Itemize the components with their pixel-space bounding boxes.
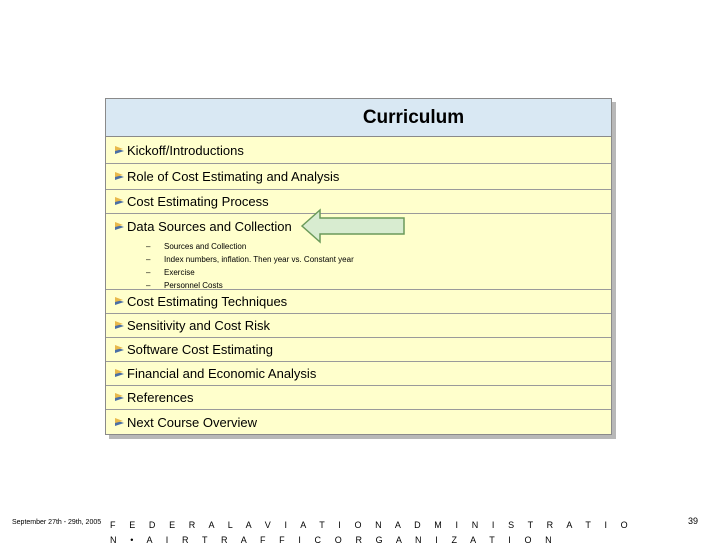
item-label: Cost Estimating Process bbox=[127, 194, 269, 209]
item-label: Financial and Economic Analysis bbox=[127, 366, 317, 381]
item-label: Data Sources and Collection bbox=[127, 219, 292, 234]
curriculum-item bbox=[106, 164, 611, 190]
page-number: 39 bbox=[688, 516, 699, 526]
item-label: Role of Cost Estimating and Analysis bbox=[127, 169, 340, 184]
curriculum-item bbox=[106, 386, 611, 410]
bullet-icon bbox=[114, 344, 125, 355]
item-label: Next Course Overview bbox=[127, 414, 258, 430]
item-label: Software Cost Estimating bbox=[127, 342, 273, 357]
curriculum-item bbox=[106, 290, 611, 314]
bullet-icon bbox=[114, 417, 125, 428]
curriculum-item bbox=[106, 410, 611, 434]
curriculum-item bbox=[106, 314, 611, 338]
bullet-icon bbox=[114, 368, 125, 379]
bullet-icon bbox=[114, 221, 125, 232]
bullet-icon bbox=[114, 296, 125, 307]
sub-item: – Index numbers, inflation. Then year vs. Constant year bbox=[146, 255, 354, 264]
curriculum-title: Curriculum bbox=[106, 99, 611, 137]
bullet-icon bbox=[114, 171, 125, 182]
bullet-icon bbox=[114, 320, 125, 331]
bullet-icon bbox=[114, 392, 125, 403]
sub-item: – Sources and Collection bbox=[146, 242, 247, 251]
item-label: Cost Estimating Techniques bbox=[127, 294, 288, 309]
bullet-icon bbox=[114, 145, 125, 156]
footer-date: September 27th - 29th, 2005 bbox=[12, 519, 102, 526]
curriculum-item bbox=[106, 362, 611, 386]
curriculum-item bbox=[106, 338, 611, 362]
left-arrow-icon bbox=[300, 208, 406, 244]
item-label: Sensitivity and Cost Risk bbox=[127, 318, 271, 333]
sub-item: – Personnel Costs bbox=[146, 281, 223, 290]
footer-organization: F E D E R A L A V I A T I O N A D M I N I S T R A T I O N • A I R T R A F F I C O R G A N I Z A T I O N bbox=[110, 520, 634, 545]
item-label: References bbox=[127, 390, 194, 405]
item-label: Kickoff/Introductions bbox=[127, 142, 244, 158]
curriculum-table bbox=[105, 98, 612, 435]
sub-item: – Exercise bbox=[146, 268, 195, 277]
sub-list bbox=[114, 240, 354, 292]
curriculum-item bbox=[106, 137, 611, 164]
bullet-icon bbox=[114, 196, 125, 207]
